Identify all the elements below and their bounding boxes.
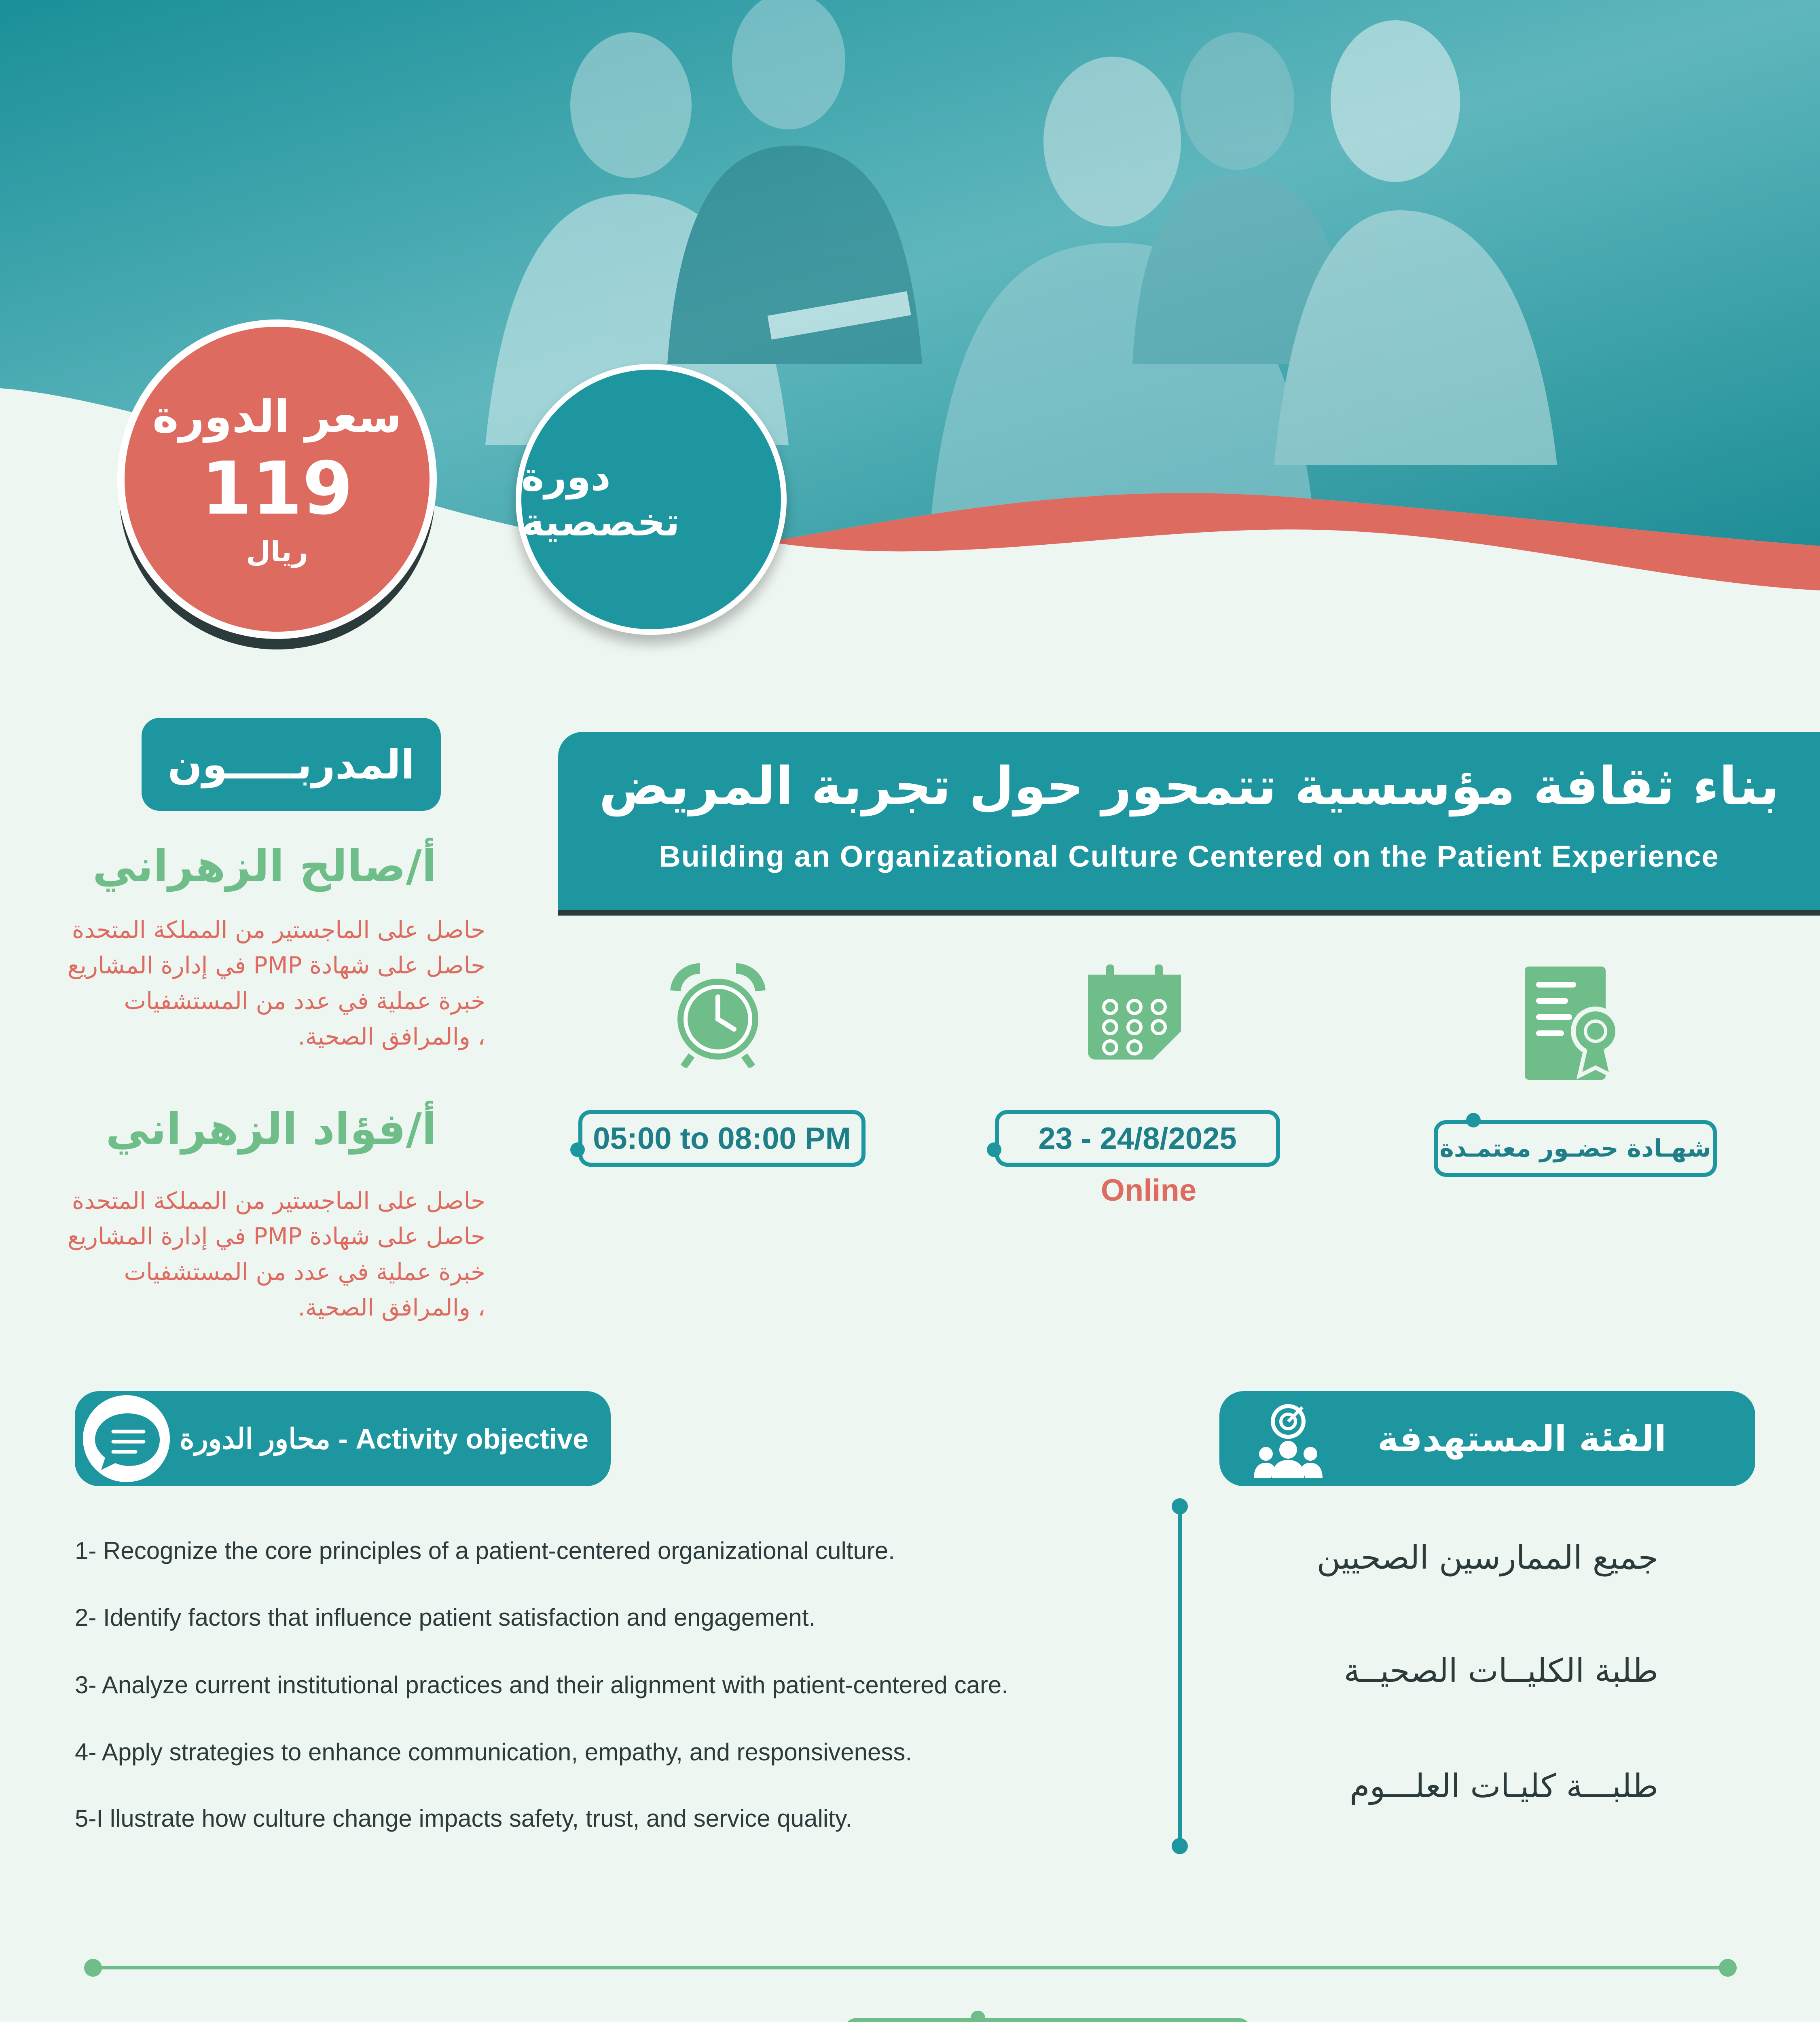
trainer-2-bio-line: حاصل على شهادة PMP في إدارة المشاريع	[68, 1223, 485, 1250]
date-value: 23 - 24/8/2025	[1038, 1121, 1237, 1156]
objective-item: 2- Identify factors that influence patient satisfaction and engagement.	[75, 1604, 816, 1631]
line-dot	[1172, 1498, 1188, 1514]
certificate-pill	[1434, 1120, 1717, 1177]
course-title-english: Building an Organizational Culture Centered on the Patient Experience	[659, 840, 1719, 873]
certificate-label: شهـادة حضـور معتمـدة	[1439, 1134, 1711, 1163]
trainers-header-label: المدربـــــون	[167, 740, 415, 788]
course-type-label: دورة تخصصية	[521, 454, 680, 545]
course-type-badge	[516, 364, 787, 635]
objectives-header	[75, 1391, 611, 1486]
line-dot	[1172, 1838, 1188, 1854]
trainer-2-bio-line: حاصل على الماجستير من المملكة المتحدة	[72, 1187, 485, 1214]
trainer-1-bio-line: حاصل على شهادة PMP في إدارة المشاريع	[68, 952, 485, 979]
audience-item: طلبـــة كليـات العلـــوم	[1349, 1767, 1658, 1805]
pill-dot	[570, 1142, 585, 1157]
certificate-icon	[1521, 962, 1626, 1084]
line-dot	[971, 2011, 985, 2022]
qosco-logo	[1505, 2018, 1638, 2022]
objective-item: 1- Recognize the core principles of a patient-centered organizational culture.	[75, 1537, 895, 1564]
price-badge	[117, 319, 437, 639]
pill-dot	[1466, 1113, 1481, 1127]
audience-title: الفئة المستهدفة	[1377, 1418, 1666, 1459]
audience-divider	[1178, 1506, 1182, 1846]
line-dot	[1719, 1959, 1737, 1977]
trainer-1-bio-line: حاصل على الماجستير من المملكة المتحدة	[72, 916, 485, 943]
delivery-mode: Online	[1100, 1173, 1197, 1208]
price-label: سعر الدورة	[152, 390, 402, 442]
alarm-clock-icon	[667, 962, 768, 1068]
trainer-2-bio	[61, 1183, 485, 1325]
trainer-1-bio-line: ، والمرافق الصحية.	[298, 1023, 485, 1050]
trainer-1-bio	[61, 912, 485, 1054]
pill-dot	[987, 1142, 1001, 1157]
audience-item: جميع الممارسين الصحيين	[1316, 1539, 1658, 1576]
audience-header	[1219, 1391, 1755, 1486]
trainer-2-bio-line: خبرة عملية في عدد من المستشفيات	[124, 1258, 485, 1286]
trainer-2-bio-line: ، والمرافق الصحية.	[298, 1294, 485, 1321]
price-value: 119	[201, 446, 353, 531]
target-audience-icon	[1248, 1397, 1331, 1480]
date-pill	[995, 1110, 1280, 1167]
chat-bubble-icon	[83, 1395, 170, 1482]
riyal-currency-icon: ريال	[246, 535, 308, 568]
time-value: 05:00 to 08:00 PM	[593, 1121, 851, 1156]
objective-item: 3- Analyze current institutional practices and their alignment with patient-centered care.	[75, 1671, 1008, 1698]
objectives-title: محاور الدورة - Activity objective	[180, 1423, 588, 1455]
calendar-icon	[1084, 962, 1185, 1064]
course-title-banner	[558, 732, 1820, 916]
course-title-arabic: بناء ثقافة مؤسسية تتمحور حول تجربة المريض	[599, 756, 1779, 816]
objective-item: 5-I llustrate how culture change impacts safety, trust, and service quality.	[75, 1805, 852, 1832]
line-dot	[84, 1959, 102, 1977]
time-pill	[578, 1110, 866, 1167]
objective-item: 4- Apply strategies to enhance communication, empathy, and responsiveness.	[75, 1739, 912, 1766]
audience-item: طلبة الكليــات الصحيــة	[1344, 1652, 1658, 1690]
trainer-1-bio-line: خبرة عملية في عدد من المستشفيات	[124, 987, 485, 1015]
footer-divider	[93, 1966, 1727, 1969]
trainer-1-name: أ/صالح الزهراني	[92, 841, 437, 892]
contact-card	[843, 2018, 1252, 2022]
trainer-2-name: أ/فؤاد الزهراني	[106, 1104, 437, 1155]
trainers-header	[142, 718, 441, 811]
